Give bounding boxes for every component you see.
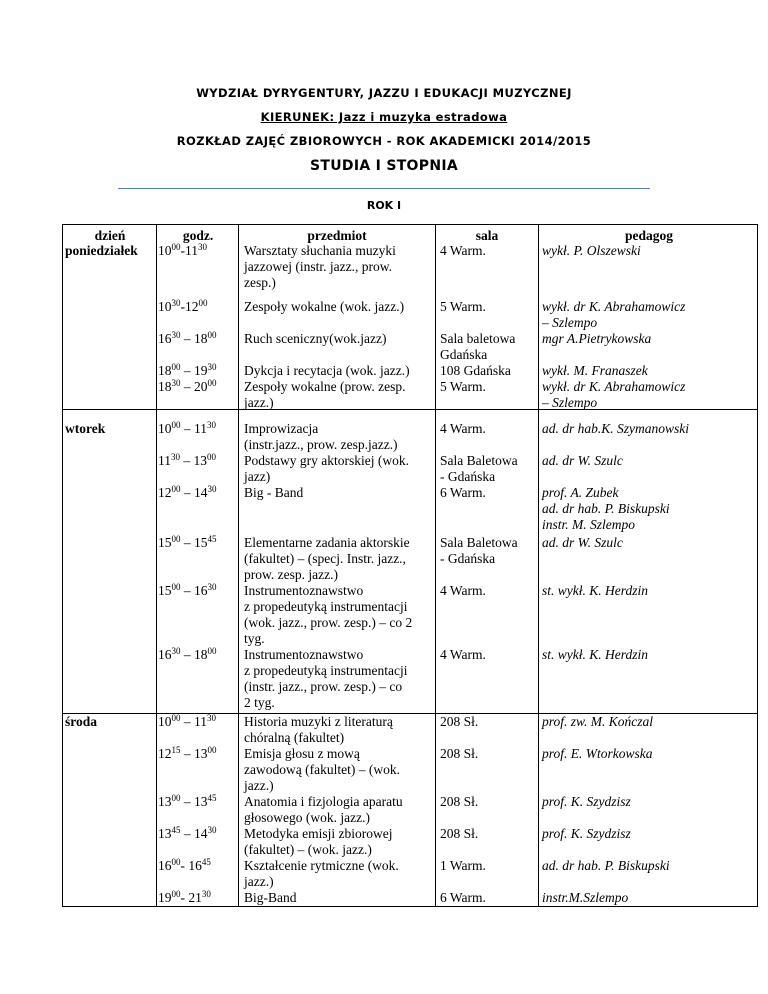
time-cell: $10^{00} - 11^{30}$ [158,420,216,436]
room-cell: 208 Sł. [440,714,479,729]
teacher-cell: ad. dr hab.K. Szymanowski [542,421,690,436]
col-divider [156,224,157,907]
time-cell: $18^{00} - 19^{30}$ [158,362,217,378]
subject-cell: Improwizacja (instr.jazz., prow. zesp.jazz.) [244,421,398,452]
teacher-cell: wykł. dr K. Abrahamowicz – Szlempo [542,299,686,330]
subject-cell: Ruch sceniczny(wok.jazz) [244,331,387,346]
teacher-cell: prof. E. Wtorkowska [542,746,653,761]
room-cell: 208 Sł. [440,826,479,841]
day-monday: poniedziałek [65,243,138,258]
time-cell: $11^{30} - 13^{00}$ [158,452,216,468]
time-cell: $15^{00} - 15^{45}$ [158,534,217,550]
teacher-cell: prof. K. Szydzisz [542,826,631,841]
subject-cell: Dykcja i recytacja (wok. jazz.) [244,363,410,378]
teacher-cell: ad. dr hab. P. Biskupski [542,858,670,873]
subject-cell: Elementarne zadania aktorskie (fakultet) – (specj. Instr. jazz., prow. zesp. jazz.) [244,535,410,582]
room-cell: Sala baletowa Gdańska [440,331,516,362]
teacher-cell: wykł. dr K. Abrahamowicz – Szlempo [542,379,686,410]
time-cell: $12^{00} - 14^{30}$ [158,484,217,500]
day-wednesday: środa [65,714,98,729]
room-cell: 4 Warm. [440,243,486,258]
subject-cell: Anatomia i fizjologia aparatu głosowego (wok. jazz.) [244,794,403,825]
room-cell: 208 Sł. [440,794,479,809]
col-divider [435,224,436,907]
teacher-cell: st. wykł. K. Herdzin [542,583,648,598]
subject-cell: Podstawy gry aktorskiej (wok. jazz) [244,453,409,484]
subject-cell: Zespoły wokalne (prow. zesp. jazz.) [244,379,406,410]
room-cell: 1 Warm. [440,858,486,873]
year-title: ROK I [366,199,402,212]
time-cell: $13^{45} - 14^{30}$ [158,825,217,841]
study-level-title: STUDIA I STOPNIA [310,158,458,174]
col-divider [538,224,539,907]
header-room: sala [475,228,499,243]
time-cell: $16^{30} - 18^{00}$ [158,646,217,662]
teacher-cell: wykł. P. Olszewski [542,243,641,258]
room-cell: 208 Sł. [440,746,479,761]
header-time: godz. [182,228,214,243]
subject-cell: Historia muzyki z literaturą chóralną (fakultet) [244,714,393,745]
time-cell: $18^{30} - 20^{00}$ [158,378,217,394]
teacher-cell: ad. dr W. Szulc [542,453,623,468]
header-subject: przedmiot [307,228,367,243]
teacher-cell: wykł. M. Franaszek [542,363,648,378]
major-title: KIERUNEK: Jazz i muzyka estradowa [260,110,508,124]
teacher-cell: st. wykł. K. Herdzin [542,647,648,662]
room-cell: 4 Warm. [440,583,486,598]
header-day: dzień [94,228,126,243]
time-cell: $13^{00} - 13^{45}$ [158,793,217,809]
teacher-cell: instr.M.Szlempo [542,890,629,905]
subject-cell: Zespoły wokalne (wok. jazz.) [244,299,405,314]
faculty-title: WYDZIAŁ DYRYGENTURY, JAZZU I EDUKACJI MUZYCZNEJ [196,86,572,100]
room-cell: 4 Warm. [440,647,486,662]
subject-cell: Instrumentoznawstwo z propedeutyką instrumentacji (instr. jazz., prow. zesp.) – co 2 tyg. [244,647,408,710]
subject-cell: Metodyka emisji zbiorowej (fakultet) – (wok. jazz.) [244,826,393,857]
subject-cell: Big - Band [244,485,304,500]
room-cell: 4 Warm. [440,421,486,436]
col-divider [238,224,239,907]
subject-cell: Warsztaty słuchania muzyki jazzowej (instr. jazz., prow. zesp.) [244,243,396,290]
header-divider [118,188,650,189]
time-cell: $16^{30} - 18^{00}$ [158,330,217,346]
time-cell: $10^{00} - 11^{30}$ [158,713,216,729]
day-tuesday: wtorek [65,421,106,436]
schedule-table [62,224,758,907]
room-cell: Sala Baletowa - Gdańska [440,535,518,566]
room-cell: 5 Warm. [440,299,486,314]
header-teacher: pedagog [624,228,673,243]
time-cell: $15^{00} - 16^{30}$ [158,582,217,598]
room-cell: 5 Warm. [440,379,486,394]
subject-cell: Kształcenie rytmiczne (wok. jazz.) [244,858,399,889]
teacher-cell: prof. A. Zubek ad. dr hab. P. Biskupski instr. M. Szlempo [542,485,670,532]
subject-cell: Emisja głosu z mową zawodową (fakultet) – (wok. jazz.) [244,746,400,793]
subject-cell: Big-Band [244,890,297,905]
subject-cell: Instrumentoznawstwo z propedeutyką instrumentacji (wok. jazz., prow. zesp.) – co 2 tyg. [244,583,413,646]
room-cell: Sala Baletowa - Gdańska [440,453,518,484]
time-cell: $10^{00}-11^{30}$ [158,242,207,258]
room-cell: 108 Gdańska [440,363,511,378]
teacher-cell: mgr A.Pietrykowska [542,331,652,346]
time-cell: $16^{00}-$ $16^{45}$ [158,857,211,873]
time-cell: $10^{30}-12^{00}$ [158,298,208,314]
teacher-cell: ad. dr W. Szulc [542,535,623,550]
time-cell: $12^{15} - 13^{00}$ [158,745,217,761]
schedule-title: ROZKŁAD ZAJĘĆ ZBIOROWYCH - ROK AKADEMICKI 2014/2015 [176,134,592,148]
teacher-cell: prof. K. Szydzisz [542,794,631,809]
room-cell: 6 Warm. [440,890,486,905]
time-cell: $19^{00}-$ $21^{30}$ [158,889,211,905]
room-cell: 6 Warm. [440,485,486,500]
teacher-cell: prof. zw. M. Kończal [542,714,654,729]
